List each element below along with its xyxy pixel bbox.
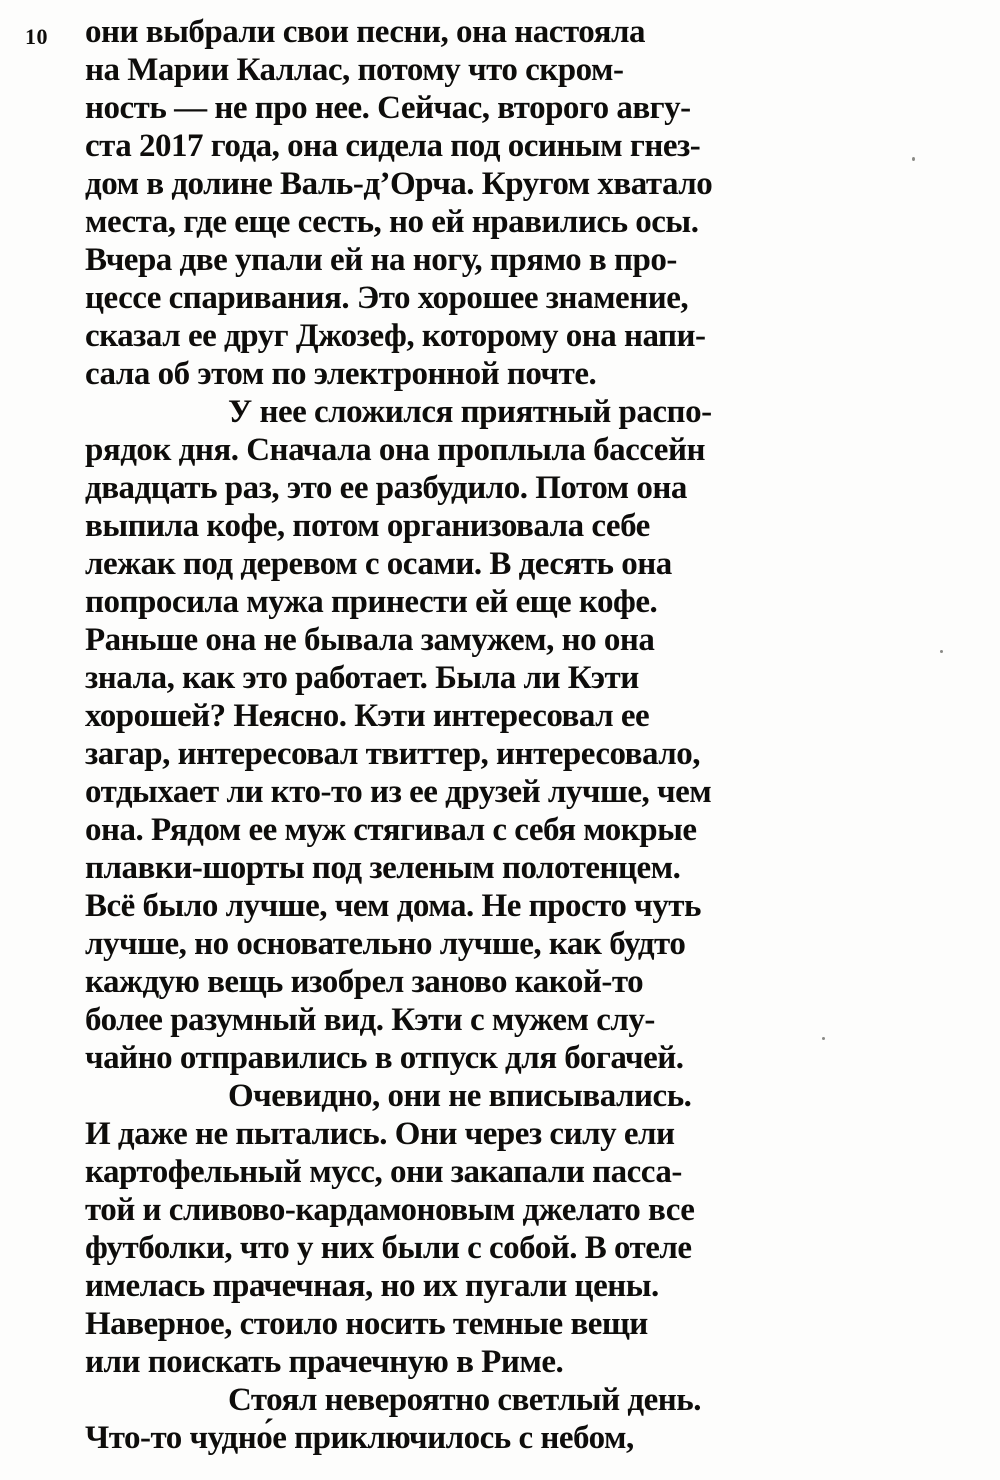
page-number: 10 (25, 24, 48, 49)
text-line: Очевидно, они не вписывались. (228, 1078, 692, 1114)
text-line: они выбрали свои песни, она настояла (85, 14, 645, 50)
text-line: Стоял невероятно светлый день. (228, 1382, 701, 1418)
text-line: имелась прачечная, но их пугали цены. (85, 1268, 659, 1304)
text-line: каждую вещь изобрел заново какой-то (85, 964, 644, 1000)
scan-speck (822, 1037, 825, 1040)
text-line: плавки-шорты под зеленым полотенцем. (85, 850, 681, 886)
text-line: чайно отправились в отпуск для богачей. (85, 1040, 684, 1076)
text-line: Вчера две упали ей на ногу, прямо в про- (85, 242, 677, 278)
text-line: Всё было лучше, чем дома. Не просто чуть (85, 888, 701, 924)
text-line: ста 2017 года, она сидела под осиным гнез- (85, 128, 701, 164)
text-line: рядок дня. Сначала она проплыла бассейн (85, 432, 705, 468)
text-line: сала об этом по электронной почте. (85, 356, 597, 392)
text-line: более разумный вид. Кэти с мужем слу- (85, 1002, 655, 1038)
text-line: картофельный мусс, они закапали пасса- (85, 1154, 682, 1190)
text-line: отдыхает ли кто-то из ее друзей лучше, чем (85, 774, 712, 810)
text-line: У нее сложился приятный распо- (228, 394, 712, 430)
text-line: попросила мужа принести ей еще кофе. (85, 584, 658, 620)
text-line: той и сливово-кардамоновым джелато все (85, 1192, 695, 1228)
text-line: знала, как это работает. Была ли Кэти (85, 660, 639, 696)
text-line: футболки, что у них были с собой. В отеле (85, 1230, 692, 1266)
text-line: Наверное, стоило носить темные вещи (85, 1306, 648, 1342)
text-line: или поискать прачечную в Риме. (85, 1344, 564, 1380)
text-line: загар, интересовал твиттер, интересовало, (85, 736, 701, 772)
text-line: Раньше она не бывала замужем, но она (85, 622, 655, 658)
text-line: выпила кофе, потом организовала себе (85, 508, 650, 544)
scan-speck (912, 157, 915, 161)
text-line: дом в долине Валь-д’Орча. Кругом хватало (85, 166, 713, 202)
text-line: ность — не про нее. Сейчас, второго авгу- (85, 90, 691, 126)
text-line: сказал ее друг Джозеф, которому она напи- (85, 318, 706, 354)
text-line: Что-то чудно́е приключилось с небом, (85, 1420, 634, 1456)
text-line: И даже не пытались. Они через силу ели (85, 1116, 675, 1152)
text-line: лежак под деревом с осами. В десять она (85, 546, 672, 582)
text-line: хорошей? Неясно. Кэти интересовал ее (85, 698, 650, 734)
text-line: она. Рядом ее муж стягивал с себя мокрые (85, 812, 697, 848)
text-line: цессе спаривания. Это хорошее знамение, (85, 280, 689, 316)
text-line: на Марии Каллас, потому что скром- (85, 52, 624, 88)
text-line: двадцать раз, это ее разбудило. Потом она (85, 470, 687, 506)
body-text (85, 13, 790, 1457)
text-line: места, где еще сесть, но ей нравились осы. (85, 204, 699, 240)
scan-speck (940, 650, 943, 653)
text-line: лучше, но основательно лучше, как будто (85, 926, 686, 962)
